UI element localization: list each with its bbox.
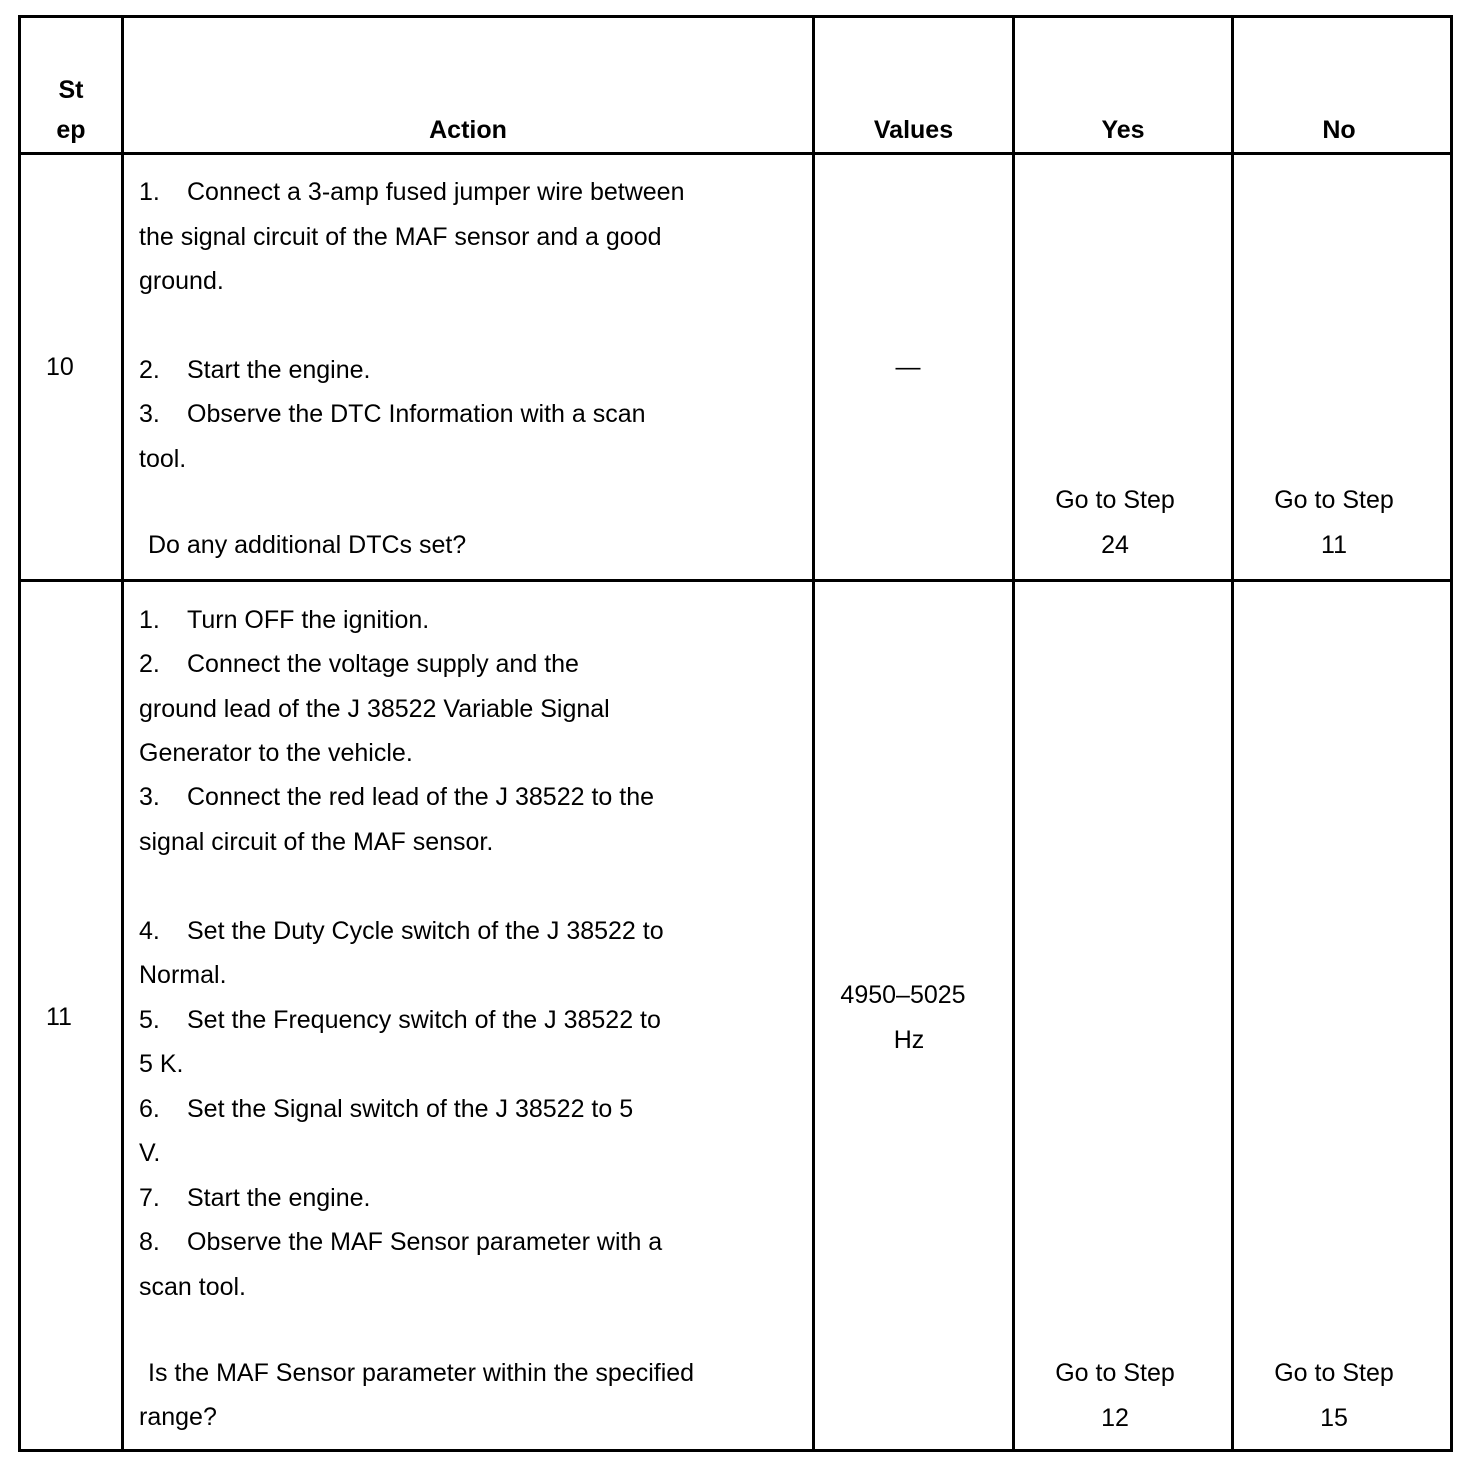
- column-divider: [1231, 18, 1234, 1449]
- action-line: the signal circuit of the MAF sensor and a good: [139, 223, 662, 251]
- action-line: scan tool.: [139, 1273, 247, 1301]
- row-divider: [21, 152, 1450, 155]
- action-line: Generator to the vehicle.: [139, 739, 413, 767]
- action-line: ground lead of the J 38522 Variable Signal: [139, 695, 610, 723]
- header-yes: Yes: [1101, 116, 1145, 144]
- action-line: 2. Start the engine.: [139, 356, 371, 384]
- action-line: signal circuit of the MAF sensor.: [139, 828, 494, 856]
- action-line: 2. Connect the voltage supply and the: [139, 650, 579, 678]
- diagnostic-table: [18, 15, 1453, 1452]
- action-question: Is the MAF Sensor parameter within the specified: [148, 1359, 695, 1387]
- action-line: ground.: [139, 267, 224, 295]
- action-line: 4. Set the Duty Cycle switch of the J 38522 to: [139, 917, 664, 945]
- yes-goto: Go to Step 24: [1055, 486, 1175, 559]
- action-line: 5. Set the Frequency switch of the J 38522 to: [139, 1006, 661, 1034]
- value-cell: 4950–5025 Hz: [840, 981, 966, 1054]
- no-goto: Go to Step 15: [1274, 1359, 1394, 1432]
- column-divider: [1012, 18, 1015, 1449]
- action-line: tool.: [139, 445, 187, 473]
- action-question: range?: [139, 1403, 217, 1431]
- row-divider: [21, 579, 1450, 582]
- action-line: V.: [139, 1139, 161, 1167]
- header-values: Values: [873, 116, 954, 144]
- action-line: 8. Observe the MAF Sensor parameter with a: [139, 1228, 663, 1256]
- action-line: 1. Turn OFF the ignition.: [139, 606, 430, 634]
- action-line: 3. Connect the red lead of the J 38522 to the: [139, 783, 655, 811]
- action-line: 6. Set the Signal switch of the J 38522 to 5: [139, 1095, 634, 1123]
- action-question: Do any additional DTCs set?: [148, 531, 467, 559]
- header-action: Action: [429, 116, 507, 144]
- header-step: St ep: [56, 76, 86, 144]
- header-no: No: [1322, 116, 1356, 144]
- step-number: 11: [46, 1003, 72, 1031]
- action-line: 7. Start the engine.: [139, 1184, 371, 1212]
- column-divider: [812, 18, 815, 1449]
- yes-goto: Go to Step 12: [1055, 1359, 1175, 1432]
- action-line: 3. Observe the DTC Information with a scan: [139, 400, 646, 428]
- action-line: 5 K.: [139, 1050, 184, 1078]
- column-divider: [121, 18, 124, 1449]
- action-line: 1. Connect a 3-amp fused jumper wire between: [139, 178, 685, 206]
- no-goto: Go to Step 11: [1274, 486, 1394, 559]
- action-line: Normal.: [139, 961, 227, 989]
- step-number: 10: [46, 353, 74, 381]
- value-cell: —: [895, 353, 921, 381]
